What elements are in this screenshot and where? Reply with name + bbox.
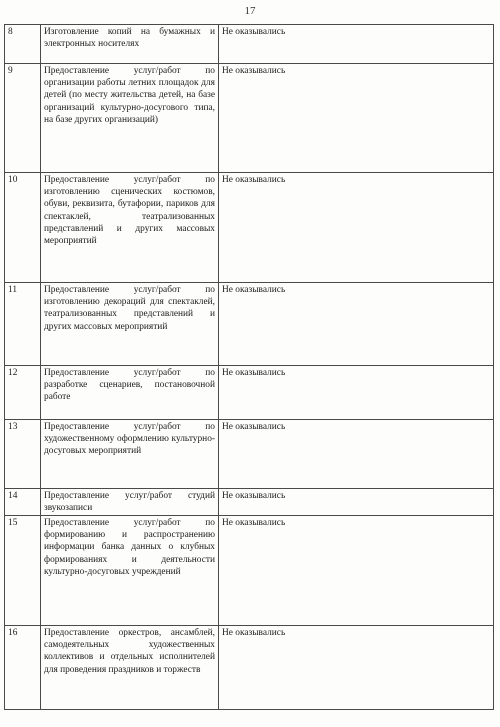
table-row — [5, 173, 494, 283]
table-row — [5, 64, 494, 173]
service-description: Предоставление услуг/работ студий звукозаписи — [41, 489, 219, 516]
table-row — [5, 489, 494, 516]
row-number: 15 — [5, 516, 41, 626]
table-row — [5, 283, 494, 366]
row-number: 12 — [5, 366, 41, 420]
service-status: Не оказывались — [219, 173, 494, 283]
service-description: Предоставление услуг/работ по изготовлению декораций для спектаклей, театрализованных представлений и других массовых мероприятий — [41, 283, 219, 366]
service-description: Предоставление услуг/работ по художественному оформлению культурно-досуговых мероприятий — [41, 420, 219, 489]
service-description: Предоставление оркестров, ансамблей, самодеятельных художественных коллективов и отдельных исполнителей для проведения праздников и торжеств — [41, 626, 219, 710]
services-table — [4, 24, 494, 710]
table-row — [5, 626, 494, 710]
row-number: 10 — [5, 173, 41, 283]
service-status: Не оказывались — [219, 25, 494, 64]
service-status: Не оказывались — [219, 626, 494, 710]
row-number: 9 — [5, 64, 41, 173]
row-number: 14 — [5, 489, 41, 516]
page-number: 17 — [244, 5, 256, 17]
service-status: Не оказывались — [219, 283, 494, 366]
service-description: Изготовление копий на бумажных и электронных носителях — [41, 25, 219, 64]
table-row — [5, 516, 494, 626]
service-status: Не оказывались — [219, 420, 494, 489]
row-number: 16 — [5, 626, 41, 710]
service-status: Не оказывались — [219, 64, 494, 173]
service-description: Предоставление услуг/работ по организации работы летних площадок для детей (по месту жительства детей, на базе организаций культурно-досугового типа, на базе других организаций) — [41, 64, 219, 173]
service-description: Предоставление услуг/работ по разработке сценариев, постановочной работе — [41, 366, 219, 420]
service-description: Предоставление услуг/работ по формированию и распространению информации банка данных о клубных формированиях и деятельности культурно-досуговых учреждений — [41, 516, 219, 626]
row-number: 13 — [5, 420, 41, 489]
service-status: Не оказывались — [219, 516, 494, 626]
row-number: 11 — [5, 283, 41, 366]
table-row — [5, 366, 494, 420]
table-row — [5, 420, 494, 489]
service-status: Не оказывались — [219, 366, 494, 420]
service-status: Не оказывались — [219, 489, 494, 516]
row-number: 8 — [5, 25, 41, 64]
service-description: Предоставление услуг/работ по изготовлению сценических костюмов, обуви, реквизита, бутафории, париков для спектаклей, театрализованных представлений и других массовых мероприятий — [41, 173, 219, 283]
table-row — [5, 25, 494, 64]
